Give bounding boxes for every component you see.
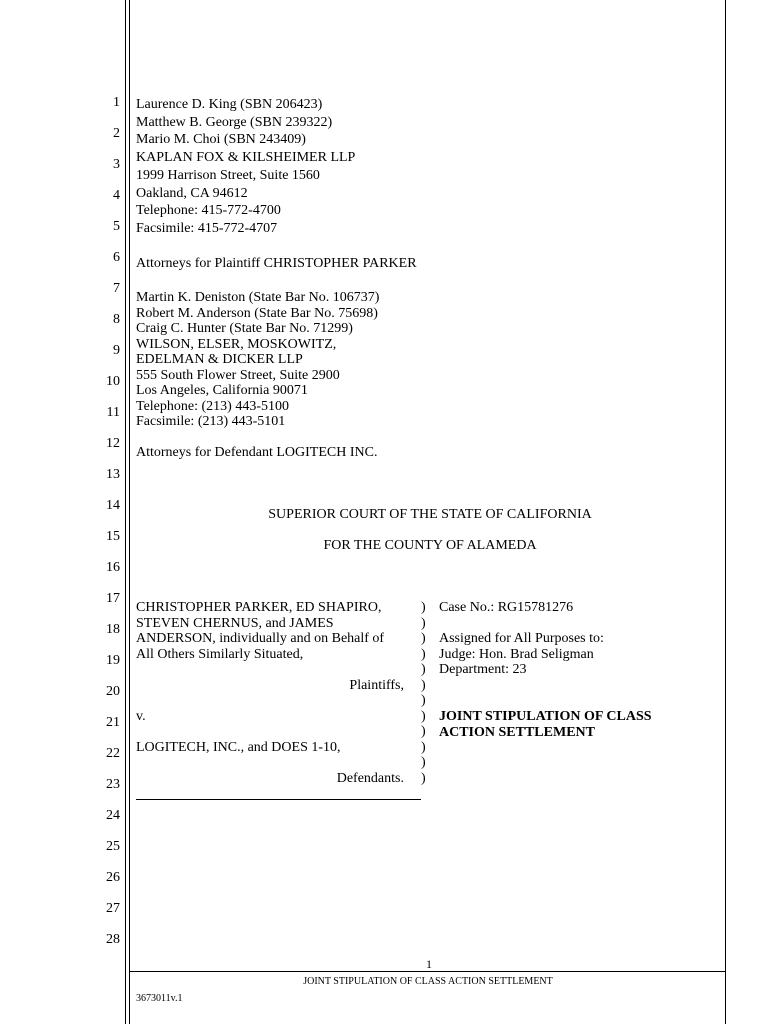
line-number: 1 — [113, 95, 120, 110]
versus: v. — [136, 709, 146, 724]
line-number: 27 — [106, 901, 120, 916]
paren: ) — [421, 615, 426, 631]
defendant-counsel-block — [136, 290, 379, 430]
assignment-line: Assigned for All Purposes to: — [439, 631, 604, 646]
left-margin-rule-outer — [125, 0, 126, 1024]
document-title-line: ACTION SETTLEMENT — [439, 724, 595, 740]
line-number: 9 — [113, 343, 120, 358]
defendant-attorneys-for: Attorneys for Defendant LOGITECH INC. — [136, 445, 378, 460]
caption-parens — [421, 600, 426, 786]
line-number: 3 — [113, 157, 120, 172]
counsel-line: Laurence D. King (SBN 206423) — [136, 97, 323, 112]
counsel-firm: KAPLAN FOX & KILSHEIMER LLP — [136, 150, 356, 166]
paren: ) — [421, 739, 426, 755]
right-margin-rule — [725, 0, 726, 1024]
document-title-line: JOINT STIPULATION OF CLASS — [439, 709, 652, 724]
line-number: 5 — [113, 219, 120, 234]
department-line: Department: 23 — [439, 662, 527, 677]
defendants-label: Defendants. — [336, 771, 404, 786]
footer-title: JOINT STIPULATION OF CLASS ACTION SETTLEMENT — [303, 976, 553, 987]
line-number: 17 — [106, 591, 120, 606]
left-margin-rule-inner — [129, 0, 130, 1024]
plaintiffs-label: Plaintiffs, — [349, 678, 404, 693]
caption-party-line: All Others Similarly Situated, — [136, 646, 304, 662]
counsel-line: Craig C. Hunter (State Bar No. 71299) — [136, 321, 353, 336]
line-number: 25 — [106, 839, 120, 854]
paren: ) — [421, 693, 426, 708]
line-number: 12 — [106, 436, 120, 451]
counsel-line: 555 South Flower Street, Suite 2900 — [136, 367, 340, 383]
line-number: 19 — [106, 653, 120, 668]
line-number: 16 — [106, 560, 120, 575]
line-number: 26 — [106, 870, 120, 885]
line-number: 11 — [106, 405, 120, 420]
line-number: 22 — [106, 746, 120, 761]
footer-rule — [130, 971, 726, 972]
paren: ) — [421, 600, 426, 615]
counsel-line: Los Angeles, California 90071 — [136, 383, 308, 398]
counsel-line: Mario M. Choi (SBN 243409) — [136, 132, 306, 148]
judge-line: Judge: Hon. Brad Seligman — [439, 646, 594, 662]
line-number: 8 — [113, 312, 120, 327]
line-number: 28 — [106, 932, 120, 947]
paren: ) — [421, 631, 426, 646]
assignment-block — [439, 631, 604, 678]
line-number: 2 — [113, 126, 120, 141]
counsel-line: Robert M. Anderson (State Bar No. 75698) — [136, 305, 378, 321]
document-id: 3673011v.1 — [136, 993, 183, 1004]
line-number: 21 — [106, 715, 120, 730]
paren: ) — [421, 755, 426, 770]
court-name: SUPERIOR COURT OF THE STATE OF CALIFORNIA — [268, 507, 592, 522]
counsel-line: 1999 Harrison Street, Suite 1560 — [136, 167, 320, 183]
paren: ) — [421, 646, 426, 662]
line-number: 4 — [113, 188, 120, 203]
caption-defendants: LOGITECH, INC., and DOES 1-10, — [136, 740, 341, 755]
counsel-firm: EDELMAN & DICKER LLP — [136, 352, 303, 367]
line-number: 6 — [113, 250, 120, 265]
paren: ) — [421, 662, 426, 677]
counsel-firm: WILSON, ELSER, MOSKOWITZ, — [136, 336, 337, 352]
caption-underline — [136, 799, 421, 800]
counsel-line: Oakland, CA 94612 — [136, 185, 248, 201]
paren: ) — [421, 724, 426, 739]
line-number: 14 — [106, 498, 120, 513]
page-number: 1 — [426, 957, 432, 971]
line-number: 10 — [106, 374, 120, 389]
paren: ) — [421, 770, 426, 786]
document-title — [439, 709, 652, 740]
caption-party-line: STEVEN CHERNUS, and JAMES — [136, 615, 334, 631]
caption-party-line: CHRISTOPHER PARKER, ED SHAPIRO, — [136, 600, 382, 615]
line-number: 20 — [106, 684, 120, 699]
line-number: 7 — [113, 281, 120, 296]
counsel-line: Facsimile: (213) 443-5101 — [136, 414, 286, 429]
plaintiff-attorneys-for: Attorneys for Plaintiff CHRISTOPHER PARKER — [136, 256, 417, 271]
paren: ) — [421, 677, 426, 693]
line-number: 13 — [106, 467, 120, 482]
counsel-line: Martin K. Deniston (State Bar No. 106737) — [136, 290, 380, 305]
paren: ) — [421, 708, 426, 724]
line-number: 15 — [106, 529, 120, 544]
plaintiff-counsel-block — [136, 96, 355, 238]
caption-plaintiffs — [136, 600, 384, 662]
counsel-line: Matthew B. George (SBN 239322) — [136, 114, 333, 130]
counsel-line: Telephone: 415-772-4700 — [136, 203, 281, 219]
court-county: FOR THE COUNTY OF ALAMEDA — [323, 538, 537, 553]
counsel-line: Telephone: (213) 443-5100 — [136, 398, 289, 414]
counsel-line: Facsimile: 415-772-4707 — [136, 220, 278, 236]
line-number: 23 — [106, 777, 120, 792]
line-number: 18 — [106, 622, 120, 637]
line-number: 24 — [106, 808, 120, 823]
case-number: Case No.: RG15781276 — [439, 600, 574, 615]
caption-party-line: ANDERSON, individually and on Behalf of — [136, 631, 385, 646]
